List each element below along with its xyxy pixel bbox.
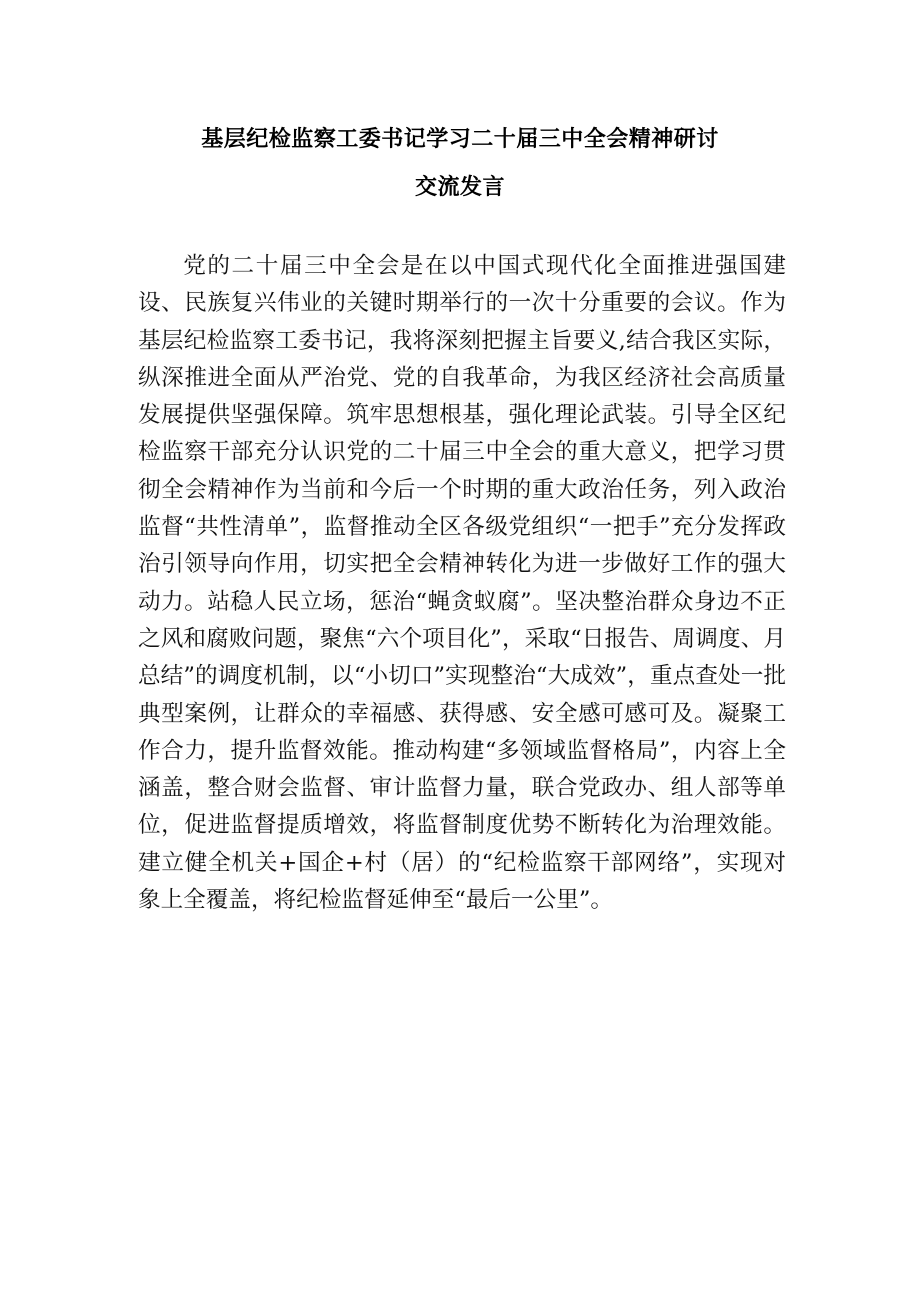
document-title-line-2: 交流发言 [414,175,505,200]
document-body-paragraph: 党的二十届三中全会是在以中国式现代化全面推进强国建设、民族复兴伟业的关键时期举行的一次十分重要的会议。作为基层纪检监察工委书记，我将深刻把握主旨要义,结合我区实际，纵深推进全面从严治党、党的自我革命，为我区经济社会高质量发展提供坚强保障。筑牢思想根基，强化理论武装。引导全区纪检监察干部充分认识党的二十届三中全会的重大意义，把学习贯彻全会精神作为当前和今后一个时期的重大政治任务，列入政治监督“共性清单”，监督推动全区各级党组织“一把手”充分发挥政治引领导向作用，切实把全会精神转化为进一步做好工作的强大动力。站稳人民立场，惩治“蝇贪蚁腐”。坚决整治群众身边不正之风和腐败问题，聚焦“六个项目化”，采取“日报告、周调度、月总结”的调度机制，以“小切口”实现整治“大成效”，重点查处一批典型案例，让群众的幸福感、获得感、安全感可感可及。凝聚工作合力，提升监督效能。推动构建“多领域监督格局”，内容上全涵盖，整合财会监督、审计监督力量，联合党政办、组人部等单位，促进监督提质增效，将监督制度优势不断转化为治理效能。建立健全机关+国企+村（居）的“纪检监察干部网络”，实现对象上全覆盖，将纪检监督延伸至“最后一公里”。 [138,253,786,914]
document-title-line-1: 基层纪检监察工委书记学习二十届三中全会精神研讨 [201,127,719,152]
